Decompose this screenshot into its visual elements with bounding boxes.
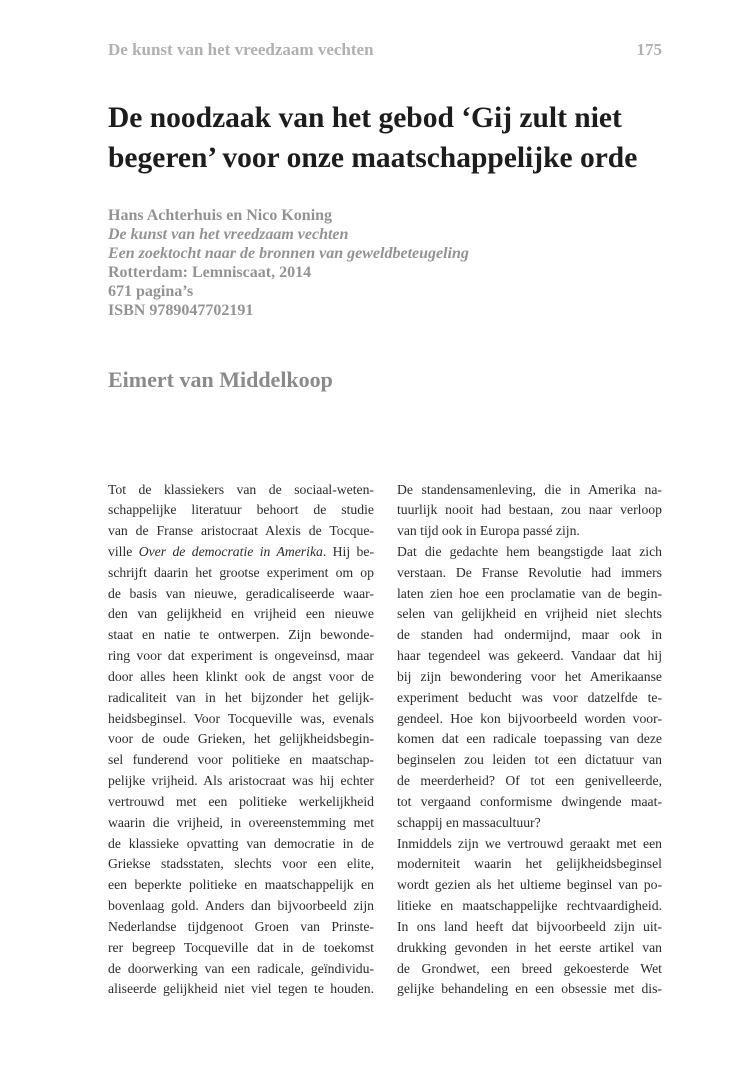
left-column xyxy=(108,480,374,1001)
body-line: schrijft daarin het grootse experiment om op xyxy=(108,564,374,580)
title-line: begeren’ voor onze maatschappelijke orde xyxy=(108,142,638,174)
book-details xyxy=(108,206,469,320)
body-line: heidsbeginsel. Voor Tocqueville was, evenals xyxy=(108,710,374,726)
body-line: Tot de klassiekers van de sociaal-weten- xyxy=(108,481,374,497)
body-line xyxy=(108,542,374,563)
body-line: de meerderheid? Of tot een genivelleerde, xyxy=(397,773,662,789)
article-title xyxy=(108,98,637,178)
page-number: 175 xyxy=(636,40,662,59)
body-line: schappelijke literatuur behoort de studie xyxy=(108,502,374,518)
body-line-text: . Hij be- xyxy=(322,543,375,559)
body-line: de standen had ondermijnd, maar ook in xyxy=(397,627,662,643)
body-line: rer begreep Tocqueville dat in de toekomst xyxy=(108,939,374,955)
body-line: drukking gevonden in het eerste artikel van xyxy=(397,939,662,955)
body-line: waarin die vrijheid, in overeenstemming met xyxy=(108,814,374,830)
body-line: bovenlaag gold. Anders dan bijvoorbeeld zijn xyxy=(108,898,374,914)
body-line: Nederlandse tijdgenoot Groen van Prinste- xyxy=(108,918,374,934)
body-line: In ons land heeft dat bijvoorbeeld zijn uit- xyxy=(397,918,662,934)
book-subtitle: Een zoektocht naar de bronnen van geweldbeteugeling xyxy=(108,245,469,262)
body-line: Inmiddels zijn we vertrouwd geraakt met een xyxy=(397,835,662,851)
body-line: gendeel. Hoe kon bijvoorbeeld worden voor- xyxy=(397,710,662,726)
book-publisher: Rotterdam: Lemniscaat, 2014 xyxy=(108,264,312,281)
body-line: Griekse stadsstaten, slechts voor een elite, xyxy=(108,856,374,872)
body-line: tot vergaand conformisme dwingende maat- xyxy=(397,793,662,809)
cited-book-title: Over de democratie in Amerika xyxy=(138,543,323,559)
body-line: den van gelijkheid en vrijheid een nieuwe xyxy=(108,606,374,622)
body-line: de doorwerking van een radicale, geïndividu- xyxy=(108,960,374,976)
body-line: voor de oude Grieken, het gelijkheidsbegin- xyxy=(108,731,374,747)
body-line: moderniteit waarin het gelijkheidsbeginsel xyxy=(397,856,662,872)
right-column xyxy=(397,480,662,1001)
body-line: tuurlijk nooit had bestaan, zou naar verloop xyxy=(397,502,662,518)
book-title: De kunst van het vreedzaam vechten xyxy=(108,226,349,243)
body-line: de klassieke opvatting van democratie in de xyxy=(108,835,374,851)
body-line: gelijke behandeling en een obsessie met dis- xyxy=(397,981,662,997)
body-line: beginselen zou leiden tot een dictatuur van xyxy=(397,752,662,768)
body-line: Dat die gedachte hem beangstigde laat zich xyxy=(397,543,662,559)
body-line: wordt gezien als het ultieme beginsel van po- xyxy=(397,877,662,893)
body-line: schappij en massacultuur? xyxy=(397,814,541,830)
body-line: bij zijn bewondering voor het Amerikaanse xyxy=(397,668,662,684)
body-line: litieke en maatschappelijke rechtvaardigheid. xyxy=(397,898,662,914)
body-line: aliseerde gelijkheid niet viel tegen te houden. xyxy=(108,981,374,997)
body-line: van de Franse aristocraat Alexis de Tocque- xyxy=(108,523,374,539)
body-line: de basis van nieuwe, geradicaliseerde waar- xyxy=(108,585,374,601)
body-line: ring voor dat experiment is ongeveinsd, maar xyxy=(108,648,374,664)
body-line: een beperkte politieke en maatschappelijk en xyxy=(108,877,374,893)
body-line-text: ville xyxy=(108,543,139,559)
reviewer-name: Eimert van Middelkoop xyxy=(108,367,333,392)
title-line: De noodzaak van het gebod ‘Gij zult niet xyxy=(108,102,622,134)
body-line: sel funderend voor politieke en maatschap- xyxy=(108,752,374,768)
body-line: van tijd ook in Europa passé zijn. xyxy=(397,523,580,539)
body-line: door alles heen klinkt ook de angst voor de xyxy=(108,668,374,684)
body-line: De standensamenleving, die in Amerika na- xyxy=(397,481,662,497)
body-line: vertrouwd met een politieke werkelijkheid xyxy=(108,793,374,809)
body-line: verstaan. De Franse Revolutie had immers xyxy=(397,564,662,580)
body-line: staat en natie te ontwerpen. Zijn bewonde- xyxy=(108,627,374,643)
body-line: experiment beducht was voor datzelfde te- xyxy=(397,689,662,705)
body-line: laten zien hoe een proclamatie van de begin- xyxy=(397,585,662,601)
body-line: de Grondwet, een breed gekoesterde Wet xyxy=(397,960,662,976)
body-line: komen dat een radicale toepassing van deze xyxy=(397,731,662,747)
running-title: De kunst van het vreedzaam vechten xyxy=(108,40,374,59)
book-authors: Hans Achterhuis en Nico Koning xyxy=(108,207,333,224)
body-line: pelijke vrijheid. Als aristocraat was hij echter xyxy=(108,773,374,789)
body-line: selen van gelijkheid en vrijheid niet slechts xyxy=(397,606,662,622)
book-pages: 671 pagina’s xyxy=(108,283,194,300)
body-line: radicaliteit van in het bijzonder het gelijk- xyxy=(108,689,374,705)
body-line: haar tegendeel was gekeerd. Vandaar dat hij xyxy=(397,648,662,664)
book-isbn: ISBN 9789047702191 xyxy=(108,302,254,319)
